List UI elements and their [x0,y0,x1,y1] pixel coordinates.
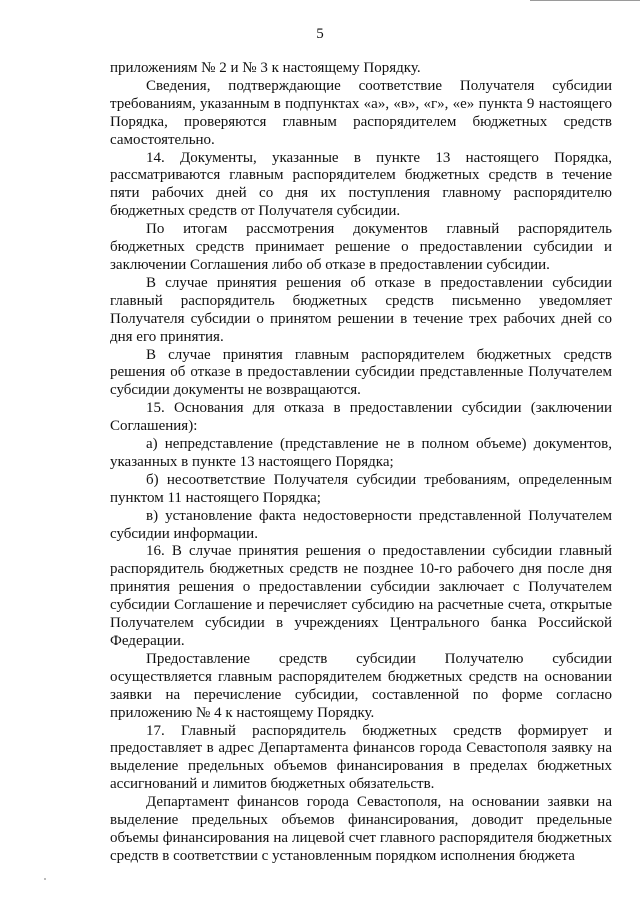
document-body [110,60,612,866]
paragraph-documents-not-returned: В случае принятия главным распорядителем бюджетных средств решения об отказе в предоставлении субсидии представленные Получателем субсидии документы не возвращаются. [110,346,612,399]
page-number: 5 [316,26,324,42]
paragraph-verification: Сведения, подтверждающие соответствие Получателя субсидии требованиям, указанным в подпунктах «а», «в», «г», «е» пункта 9 настоящего Порядка, проверяются главным распорядителем бюджетных средств самостоятельно. [110,77,612,148]
paragraph-review-results: По итогам рассмотрения документов главный распорядитель бюджетных средств принимает решение о предоставлении субсидии и заключении Соглашения либо об отказе в предоставлении субсидии. [110,221,612,273]
paragraph-item-15: 15. Основания для отказа в предоставлении субсидии (заключении Соглашения): [110,400,612,435]
paragraph-item-17: 17. Главный распорядитель бюджетных средств формирует и предоставляет в адрес Департамента финансов города Севастополя заявку на выделение предельных объемов финансирования в пределах бюджетных ассигнований и лимитов бюджетных обязательств. [110,722,612,793]
list-item-a: а) непредставление (представление не в полном объеме) документов, указанных в пункте 13 настоящего Порядка; [110,436,612,470]
paragraph-refusal-notice: В случае принятия решения об отказе в предоставлении субсидии главный распорядитель бюджетных средств письменно уведомляет Получателя субсидии о принятом решении в течение трех рабочих дней со дня его принятия. [110,274,612,345]
paragraph-subsidy-provision: Предоставление средств субсидии Получателю субсидии осуществляется главным распорядителем бюджетных средств на основании заявки на перечисление субсидии, составленной по форме согласно приложению № 4 к настоящему Порядку. [110,650,612,721]
paragraph-continuation: приложениям № 2 и № 3 к настоящему Порядку. [110,60,421,76]
scan-speck [44,878,46,880]
paragraph-item-16: 16. В случае принятия решения о предоставлении субсидии главный распорядитель бюджетных средств не позднее 10-го рабочего дня после дня принятия решения о предоставлении субсидии заключает с Получателем субсидии Соглашение и перечисляет субсидию на расчетные счета, открытые Получателем субсидии в учреждениях Центрального банка Российской Федерации. [110,543,612,649]
list-item-b: б) несоответствие Получателя субсидии требованиям, определенным пунктом 11 настоящего Порядка; [110,471,612,506]
top-edge-rule [530,0,640,1]
list-item-v: в) установление факта недостоверности представленной Получателем субсидии информации. [110,507,612,542]
paragraph-item-14: 14. Документы, указанные в пункте 13 настоящего Порядка, рассматриваются главным распорядителем бюджетных средств в течение пяти рабочих дней со дня их поступления главному распорядителю бюджетных средств от Получателя субсидии. [110,149,612,220]
paragraph-finance-department: Департамент финансов города Севастополя, на основании заявки на выделение предельных объемов финансирования, доводит предельные объемы финансирования на лицевой счет главного распорядителя бюджетных средств в соответствии с установленным порядком исполнения бюджета [110,794,612,864]
